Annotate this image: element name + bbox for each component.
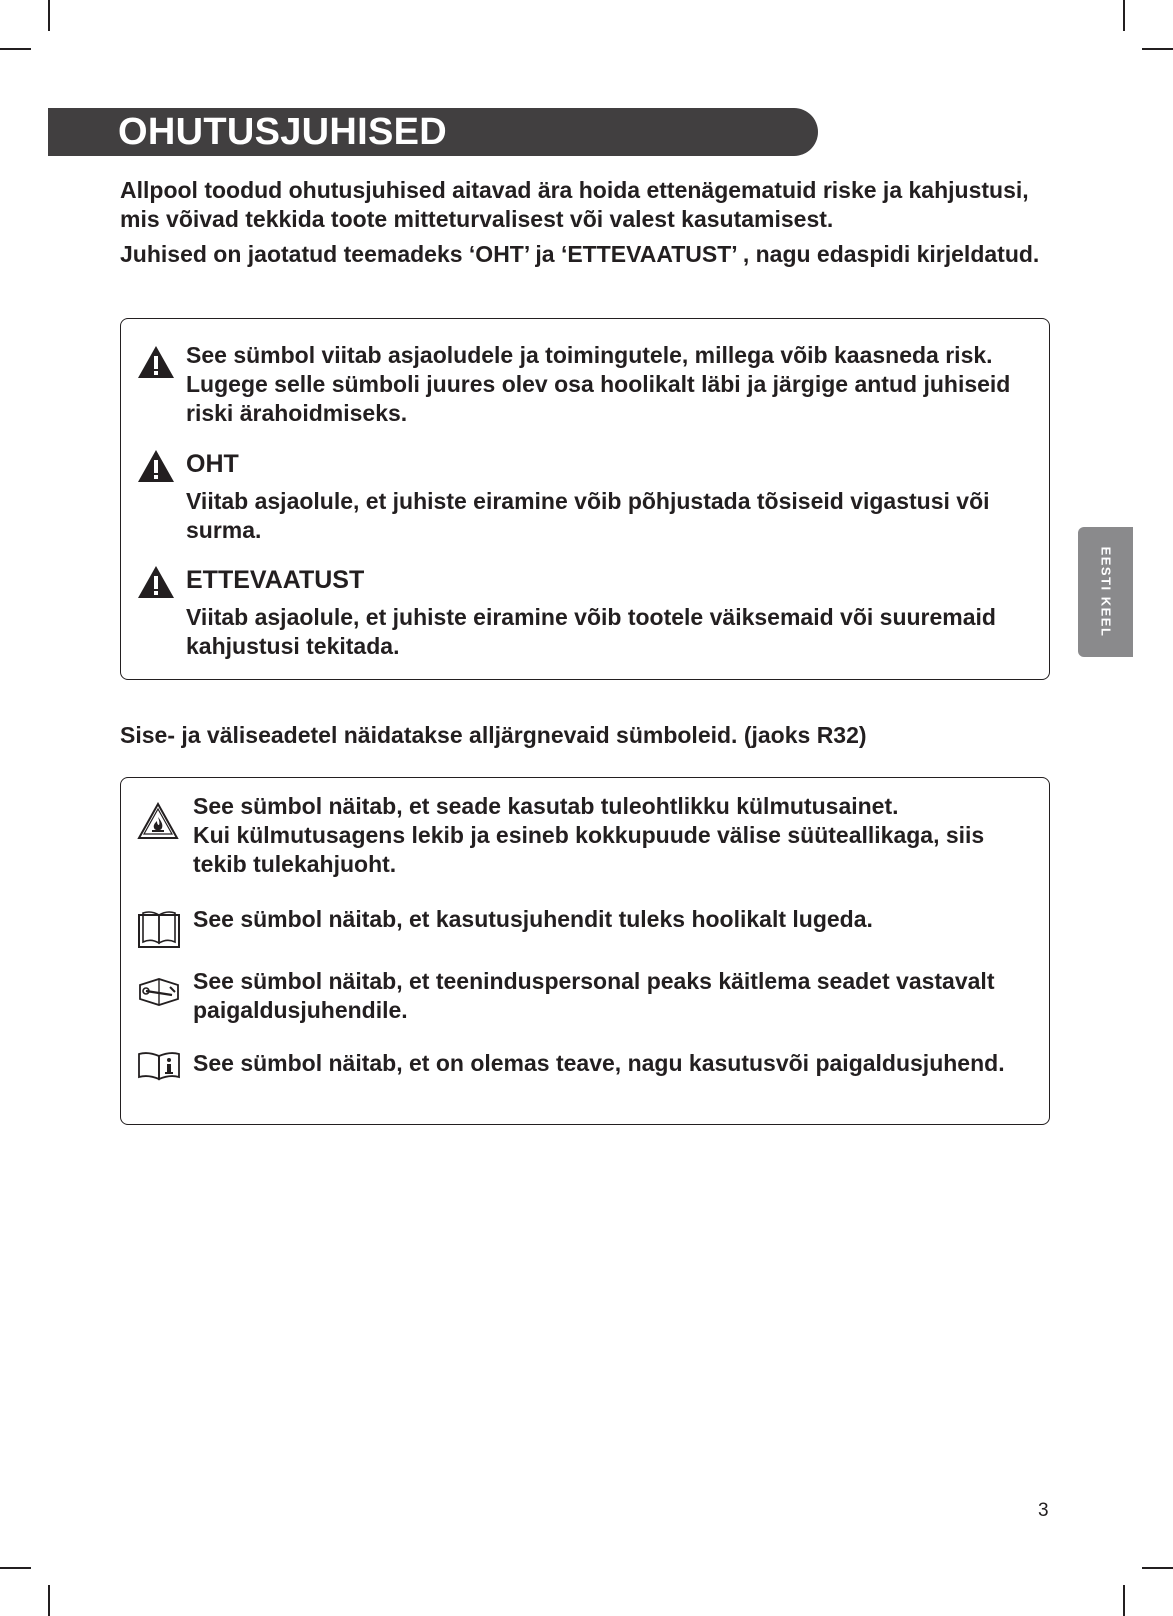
warning-box: [120, 318, 1050, 680]
symbol-item-text: See sümbol näitab, et on olemas teave, nagu kasutusvõi paigaldusjuhend.: [193, 1050, 1005, 1076]
danger-text: Viitab asjaolule, et juhiste eiramine võib põhjustada tõsiseid vigastusi või surma.: [186, 488, 990, 543]
warning-triangle-icon: [137, 565, 175, 599]
crop-mark: [1142, 48, 1173, 50]
title-bar: [48, 108, 818, 156]
flammable-warning-icon: [137, 802, 179, 840]
caution-text: Viitab asjaolule, et juhiste eiramine võib tootele väiksemaid või suuremaid kahjustusi tekitada.: [186, 604, 996, 659]
crop-mark: [1142, 1567, 1173, 1569]
page-title: OHUTUSJUHISED: [118, 111, 448, 153]
info-book-icon: [137, 1051, 181, 1081]
intro-paragraph: Juhised on jaotatud teemadeks ‘OHT’ ja ‘ETTEVAATUST’ , nagu edaspidi kirjeldatud.: [120, 241, 1040, 267]
crop-mark: [48, 1585, 50, 1616]
page-number: 3: [1038, 1500, 1049, 1521]
symbols-heading: Sise- ja väliseadetel näidatakse alljärgnevaid sümboleid. (jaoks R32): [120, 722, 867, 748]
symbol-item-text: See sümbol näitab, et seade kasutab tuleohtlikku külmutusainet. Kui külmutusagens lekib ja esineb kokkupuude välise süüteallikaga, siis tekib tulekahjuoht.: [193, 793, 985, 877]
manual-book-icon: [137, 909, 181, 949]
crop-mark: [0, 48, 31, 50]
crop-mark: [48, 0, 50, 31]
language-tab-label: EESTI KEEL: [1098, 546, 1113, 638]
crop-mark: [1123, 0, 1125, 31]
symbol-item-text: See sümbol näitab, et kasutusjuhendit tuleks hoolikalt lugeda.: [193, 906, 873, 932]
warning-triangle-icon: [137, 449, 175, 483]
language-tab: [1078, 527, 1133, 657]
symbol-item-text: See sümbol näitab, et teeninduspersonal peaks käitlema seadet vastavalt paigaldusjuhendile.: [193, 968, 995, 1023]
symbol-description: See sümbol viitab asjaoludele ja toimingutele, millega võib kaasneda risk. Lugege selle sümboli juures olev osa hoolikalt läbi ja järgige antud juhiseid riski ärahoidmiseks.: [186, 342, 1011, 426]
danger-title: OHT: [186, 450, 239, 478]
crop-mark: [0, 1567, 31, 1569]
service-manual-icon: [137, 973, 181, 1007]
intro-section: [120, 176, 1060, 275]
caution-title: ETTEVAATUST: [186, 566, 365, 594]
symbols-box: [120, 777, 1050, 1125]
warning-triangle-icon: [137, 345, 175, 379]
intro-paragraph: Allpool toodud ohutusjuhised aitavad ära hoida ettenägematuid riske ja kahjustusi, mis võivad tekkida toote mitteturvalisest või valest kasutamisest.: [120, 177, 1029, 232]
crop-mark: [1123, 1585, 1125, 1616]
